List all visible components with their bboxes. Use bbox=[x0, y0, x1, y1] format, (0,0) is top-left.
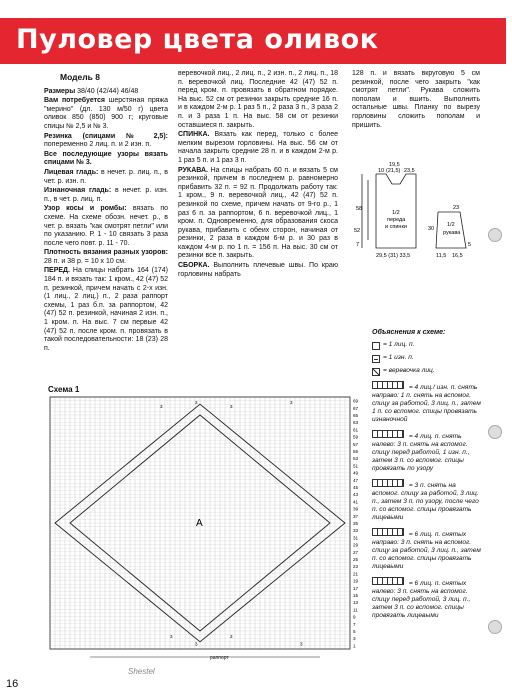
cable-label: 3 bbox=[230, 634, 233, 640]
row-number: 45 bbox=[353, 485, 359, 490]
chart-title: Схема 1 bbox=[48, 385, 80, 394]
stockinette-text: в нечет. р. лиц. п., в чет. р. изн. п. bbox=[44, 168, 168, 185]
front-continued: веревочкой лиц., 2 лиц. п., 2 изн. п., 2 лиц. п., 18 п. веревочкой лиц. Последние 42 (47) 52 п. перед кром. п. провязать в обратном порядке. На выс. 52 см от резинки закрыть средние 16 п. и в каждом 2-м р. 1 раз 5 п., 2 раза 3 п., 3 раза 2 п. и 3 раза 1 п. На выс. 58 см от резинки оставшиеся п. закрыть. bbox=[178, 70, 338, 129]
chart-legend bbox=[372, 329, 482, 625]
legend-text: = 6 лиц. п. снятых направо: 3 п. снять на вспомог. спицу за работой, 3 лиц. п., затем п. со вспомог. спицы провязать лицевыми bbox=[372, 531, 481, 570]
reverse-text: в нечет. р. изн. п., в чет. р. лиц. п. bbox=[44, 187, 168, 203]
row-number: 19 bbox=[353, 578, 359, 584]
row-number: 9 bbox=[353, 614, 356, 620]
row-number: 5 bbox=[353, 629, 356, 634]
binder-hole bbox=[488, 425, 502, 439]
row-number: 29 bbox=[353, 542, 359, 548]
assembly-text: Выполнить плечевые швы. По краю горловины набрать bbox=[178, 262, 338, 278]
row-number: 53 bbox=[353, 456, 359, 462]
row-number: 11 bbox=[353, 607, 358, 613]
dim-sleeve-height: 30 bbox=[428, 226, 435, 232]
dim-total-height: 58 bbox=[356, 206, 363, 212]
dim-rib: 7 bbox=[356, 242, 360, 248]
row-number: 39 bbox=[353, 506, 359, 512]
row-number: 27 bbox=[353, 549, 359, 555]
cable-label: 3 bbox=[290, 400, 293, 406]
row-number: 13 bbox=[353, 600, 359, 606]
legend-item bbox=[372, 341, 482, 350]
sizes-text: 38/40 (42/44) 46/48 bbox=[75, 87, 139, 95]
cable-label: 3 bbox=[300, 641, 303, 647]
watermark: Shestel bbox=[128, 667, 155, 676]
legend-text: = 3 п. снять на вспомог. спицу за работой, 3 лиц. п., затем 3 п. по узору, после чего п. со вспомог. спицы провязать лицевыми bbox=[372, 482, 479, 521]
assembly-continued: 128 п. и вязать вкруговую 5 см резинкой, после чего закрыть "как смотрят петли". Рукава сложить пополам и вшить. Выполнить остальные швы. Планку по вырезу горловины сложить пополам и пришить. bbox=[352, 70, 480, 129]
needles-note: Все последующие узоры вязать спицами № 3. bbox=[44, 150, 168, 167]
dim-shoulder-a: 19,5 bbox=[389, 162, 400, 168]
cable-label: 3 bbox=[195, 641, 198, 647]
dim-sleeve-top: 23 bbox=[453, 205, 460, 211]
knitting-chart bbox=[50, 395, 368, 665]
dim-body-height: 52 bbox=[354, 228, 361, 234]
gauge-text: 28 п. и 38 р. = 10 х 10 см. bbox=[44, 257, 126, 265]
row-number: 3 bbox=[353, 636, 356, 642]
row-number: 51 bbox=[353, 463, 359, 469]
row-number: 63 bbox=[353, 420, 359, 426]
legend-item bbox=[372, 527, 482, 571]
row-number: 49 bbox=[353, 470, 359, 476]
binder-hole bbox=[488, 228, 502, 242]
front-text: На спицы набрать 164 (174) 184 п. и вязать так: 1 кром., 42 (47) 52 п. резинкой, причем начать с 2-х изн. (1 лиц., 2 лиц.) п., 2 раза раппорт схемы, 1 раз б.п. за раппортом, 42 (47) 52 п. резинкой, начиная 2 изн. п., 1 кром. п. На выс. 7 см первые 42 (47) 52 п. после кром. п. провязать в такой последовательности: 18 (23) 28 п. bbox=[44, 267, 168, 352]
sizes-label: Размеры bbox=[44, 87, 76, 95]
garment-pattern-diagram bbox=[356, 160, 496, 270]
row-number: 55 bbox=[353, 449, 359, 454]
row-number: 41 bbox=[353, 499, 359, 505]
rib-text: попеременно 2 лиц. п. и 2 изн. п. bbox=[44, 141, 152, 149]
text-column-3 bbox=[352, 70, 480, 131]
model-heading: Модель 8 bbox=[60, 72, 100, 82]
purl-symbol-icon bbox=[372, 355, 380, 363]
row-number: 35 bbox=[353, 521, 359, 526]
row-number: 33 bbox=[353, 528, 359, 534]
legend-item bbox=[372, 429, 482, 473]
half-label: 1/2 bbox=[392, 210, 400, 216]
knit-symbol-icon bbox=[372, 342, 380, 350]
dim-cuff-width: 11,5 bbox=[436, 253, 447, 259]
cable-3x3-icon bbox=[372, 479, 404, 487]
cable-label: 3 bbox=[230, 403, 233, 409]
twist-symbol-icon bbox=[372, 368, 380, 376]
row-number: 43 bbox=[353, 492, 359, 498]
stockinette-label: Лицевая гладь: bbox=[44, 168, 99, 176]
rapport-label: раппорт bbox=[210, 655, 229, 661]
cable-left-4-icon bbox=[372, 430, 404, 438]
row-number: 17 bbox=[353, 585, 359, 591]
legend-text: = 6 лиц. п. снятых налево: 3 п. снять на вспомог. спицу перед работой, 3 лиц. п., затем 3 п. со вспомог. спицы провязать лицевыми bbox=[372, 580, 471, 619]
page-number: 16 bbox=[6, 678, 19, 690]
dim-shoulder-b: (21,5) bbox=[386, 168, 401, 174]
legend-item bbox=[372, 380, 482, 424]
dim-neck: 10 bbox=[378, 168, 385, 174]
text-column-1 bbox=[44, 70, 168, 354]
legend-item bbox=[372, 576, 482, 620]
row-number: 25 bbox=[353, 557, 359, 562]
row-number: 21 bbox=[353, 571, 359, 577]
title-banner bbox=[0, 18, 506, 64]
row-number: 23 bbox=[353, 564, 359, 570]
row-number: 47 bbox=[353, 477, 359, 483]
back-text: Вязать как перед, только с более мелким вырезом горловины. На выс. 56 см от начала закрыть средние 28 п. и в каждом 2-м р. 1 раз 5 п. и 1 раз 3 п. bbox=[178, 131, 338, 164]
dim-shoulder-c: 23,5 bbox=[404, 168, 415, 174]
pattern-label: Узор косы и ромбы: bbox=[44, 205, 127, 213]
legend-item bbox=[372, 367, 482, 376]
row-number: 15 bbox=[353, 593, 359, 598]
legend-text: = 1 изн. п. bbox=[383, 354, 414, 361]
sleeve-half: 1/2 bbox=[447, 222, 455, 228]
cable-label: 3 bbox=[160, 403, 163, 409]
assembly-label: СБОРКА. bbox=[178, 262, 210, 270]
legend-title: Объяснения к схеме: bbox=[372, 329, 446, 336]
row-number: 69 bbox=[353, 398, 359, 404]
back-label: СПИНКА. bbox=[178, 131, 210, 139]
row-number: 31 bbox=[353, 535, 359, 541]
sleeve-label-diagram: рукава bbox=[443, 230, 461, 236]
text-column-2 bbox=[178, 70, 338, 280]
legend-text: = 4 лиц. п. снять налево: 3 п. снять на вспомог. спицу перед работой, 1 изн. п., затем 3 п. со вспомог. спицы провязать по узору bbox=[372, 433, 470, 472]
row-number: 59 bbox=[353, 434, 359, 440]
pattern-text: вязать по схеме. На схеме обозн. нечет. р., в чет. р. вязать "как смотрят петли" или по указанию. Р. 1 - 10 связать 3 раза после чего повт. р. 11 - 70. bbox=[44, 205, 168, 247]
front-label: ПЕРЕД. bbox=[44, 267, 70, 275]
binder-hole bbox=[488, 620, 502, 634]
row-number: 1 bbox=[353, 643, 356, 649]
gauge-label: Плотность вязания разных узоров: bbox=[44, 249, 168, 257]
rib-label: Резинка (спицами № 2,5): bbox=[44, 132, 168, 140]
front-label-diagram: переда bbox=[387, 217, 406, 223]
sleeves-text: На спицы набрать 60 п. и вязать 5 см резинкой, причем в последнем р. равномерно прибавить 32 п. = 92 п. Продолжать работу так: 1 кром., 9 п. веревочкой лиц., 42 (47) 52 п. резинкой по схеме, причем начать от 9-го р., 1 раз 6 п. за раппортом, 6 п. веревочкой лиц., 1 кром. п. Одновременно, для образования скоса рукава, прибавить с обеих сторон, начиная от резинки, 2 раза в каждом 6-м р. и 30 раз в каждом 4-м р. по 1 п. = 156 п. На выс. 30 см от резинки все п. закрыть. bbox=[178, 166, 338, 260]
cable-right-4-icon bbox=[372, 381, 404, 389]
legend-item bbox=[372, 354, 482, 363]
row-number: 37 bbox=[353, 513, 359, 519]
diamond-center-label: А bbox=[196, 518, 203, 529]
legend-item bbox=[372, 478, 482, 522]
sleeves-label: РУКАВА. bbox=[178, 166, 208, 174]
materials-label: Вам потребуется bbox=[44, 97, 105, 105]
dim-sleeve-width: 16,5 bbox=[452, 253, 463, 259]
row-number: 61 bbox=[353, 427, 359, 433]
dim-width: 29,5 (31) 33,5 bbox=[376, 253, 411, 259]
legend-text: = 1 лиц. п. bbox=[383, 341, 415, 348]
legend-text: = 4 лиц./ изн. п. снять направо: 1 п. снять на вспомог. спицу за работой, 3 лиц. п., затем 1 п. со вспомог. спицы провязать изнаночной bbox=[372, 384, 481, 423]
row-number: 57 bbox=[353, 441, 359, 447]
page-title: Пуловер цвета оливок bbox=[16, 24, 379, 55]
cable-label: 3 bbox=[170, 634, 173, 640]
cable-right-6-icon bbox=[372, 528, 404, 536]
row-number: 67 bbox=[353, 405, 359, 411]
row-number: 7 bbox=[353, 621, 356, 627]
dim-cuff: 5 bbox=[468, 242, 472, 248]
reverse-label: Изнаночная гладь: bbox=[44, 187, 112, 195]
legend-text: = веревочка лиц. bbox=[383, 367, 435, 374]
materials-text: шерстяная пряжа "мерино" (дл. 130 м/50 г) цвета оливок 850 (850) 900 г; круговые спицы № 2,5 и № 3. bbox=[44, 97, 168, 130]
cable-label: 3 bbox=[195, 400, 198, 406]
back-label-diagram: и спинки bbox=[385, 224, 407, 230]
row-number: 65 bbox=[353, 413, 359, 418]
cable-left-6-icon bbox=[372, 577, 404, 585]
